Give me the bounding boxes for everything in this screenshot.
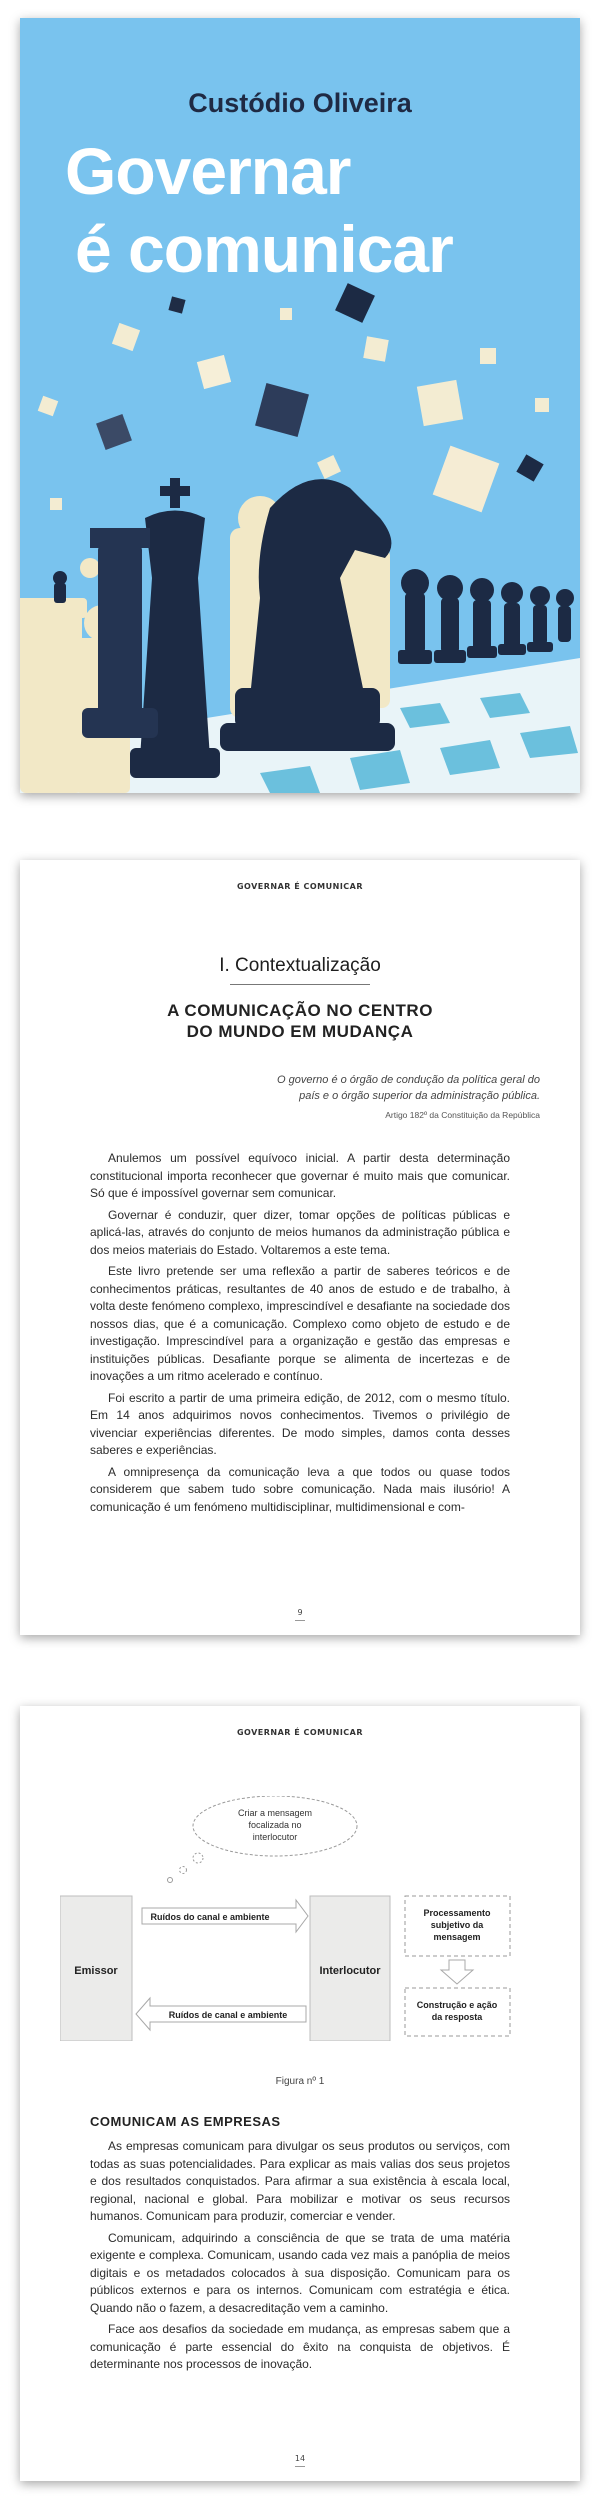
paragraph: Foi escrito a partir de uma primeira edição, de 2012, com o mesmo título. Em 14 anos adquirimos novos conhecimentos. Tivemos o privilégio de vivenciar experiências diferentes. De modo simples, damos conta desses saberes e experiências. (90, 1390, 510, 1457)
paragraph: Face aos desafios da sociedade em mudança, as empresas sabem que a comunicação é parte essencial do êxito na conquista de objetivos. É determinante nos processos de inovação. (90, 2322, 510, 2371)
floating-cubes (38, 283, 549, 512)
page-number-rule (295, 2466, 305, 2467)
section-title-line2: DO MUNDO EM MUDANÇA (186, 1022, 414, 1041)
cover-title-line1: Governar (65, 134, 351, 208)
cloud-text-3: interlocutor (252, 1832, 298, 1842)
paragraph: A omnipresença da comunicação leva a que todos ou quase todos considerem que sabem tudo sobre comunicação. Nada mais ilusório! A comunicação é um fenómeno multidisciplinar, multidimensional e com- (90, 1464, 510, 1514)
book-cover (20, 18, 580, 793)
page-number: 14 (294, 2454, 306, 2463)
dark-pawns (398, 569, 574, 664)
thought-cloud (168, 1796, 358, 1883)
process-text-2: subjetivo da (430, 1920, 484, 1930)
book-page-9 (20, 860, 580, 1635)
page-number: 9 (297, 1608, 303, 1617)
paragraph: Anulemos um possível equívoco inicial. A partir desta determinação constitucional importa reconhecer que governar é muito mais que comunicar. Só que é impossível governar sem comunicar. (90, 1151, 510, 1200)
paragraph: As empresas comunicam para divulgar os seus produtos ou serviços, com todas as suas potencialidades. Para explicar as mais valias dos seus projetos e dos resultados conquistados. Para afirmar a sua existência à escala local, regional, nacional e global. Para mobilizar e motivar os seus recursos humanos. Comunicam para produzir, comerciar e vender. (90, 2139, 510, 2223)
page-number-rule (295, 1620, 305, 1621)
chapter-divider (230, 984, 370, 985)
subheading: COMUNICAM AS EMPRESAS (90, 2114, 281, 2129)
section-title (20, 1000, 580, 1042)
book-page-14 (20, 1706, 580, 2481)
section-title-line1: A COMUNICAÇÃO NO CENTRO (167, 1001, 433, 1020)
epigraph-source: Artigo 182º da Constituição da República (385, 1110, 540, 1120)
emissor-label: Emissor (74, 1965, 118, 1977)
arrow-top-label: Ruídos do canal e ambiente (150, 1912, 270, 1922)
paragraph: Governar é conduzir, quer dizer, tomar opções de políticas públicas e aplicá-las, através do conjunto de meios humanos da administração pública e dos meios materiais do Estado. Voltaremos a este tema. (90, 1207, 510, 1257)
arrow-bottom-left (136, 1998, 306, 2030)
response-text-1: Construção e ação (416, 2000, 498, 2010)
running-head: GOVERNAR É COMUNICAR (236, 882, 364, 891)
interlocutor-label: Interlocutor (319, 1965, 381, 1977)
paragraph: Este livro pretende ser uma reflexão a partir de saberes teóricos e de conhecimentos práticas, resultantes de 40 anos de estudo e de trabalho, à volta deste fenómeno complexo, imprescindível e desafiante na sociedade dos nossos dias, que é a comunicação. Complexo como objeto de estudo e de investigação. Imprescindível para a organização e gestão das empresas e instituições públicas. Desafiante porque se alimenta de incertezas e de inovações a um ritmo acelerado e contínuo. (90, 1264, 510, 1383)
process-text-1: Processamento (423, 1908, 491, 1918)
process-text-3: mensagem (433, 1932, 481, 1942)
paragraph: Comunicam, adquirindo a consciência de que se trata de uma matéria exigente e complexa. Comunicam, usando cada vez mais a panóplia de meios digitais e os metadados colocados à sua disposição. Comunicam para os públicos externos e para os internos. Comunicam com estratégia e ética. Quando não o fazem, a desacreditação vem a caminho. (90, 2230, 510, 2315)
epigraph-line2: país e o órgão superior da administração pública. (299, 1090, 540, 1102)
cover-title-line2: é comunicar (75, 212, 453, 286)
down-arrow (441, 1960, 473, 1984)
figure-caption: Figura nº 1 (275, 2076, 325, 2087)
page9-body (90, 1150, 510, 1520)
communication-diagram (60, 1796, 550, 2041)
cloud-text-2: focalizada no (248, 1820, 302, 1830)
arrow-top-right (142, 1900, 308, 1932)
cover-author: Custódio Oliveira (188, 88, 412, 118)
running-head: GOVERNAR É COMUNICAR (236, 1728, 364, 1737)
cover-chess-illustration (20, 278, 580, 793)
epigraph-line1: O governo é o órgão de condução da política geral do (277, 1074, 540, 1086)
response-text-2: da resposta (431, 2012, 483, 2022)
chapter-title: I. Contextualização (219, 955, 381, 976)
epigraph (260, 1072, 540, 1104)
cloud-text-1: Criar a mensagem (237, 1808, 313, 1818)
small-dark-pawn (53, 571, 67, 603)
arrow-bottom-label: Ruídos de canal e ambiente (168, 2010, 288, 2020)
page14-body (90, 2138, 510, 2378)
